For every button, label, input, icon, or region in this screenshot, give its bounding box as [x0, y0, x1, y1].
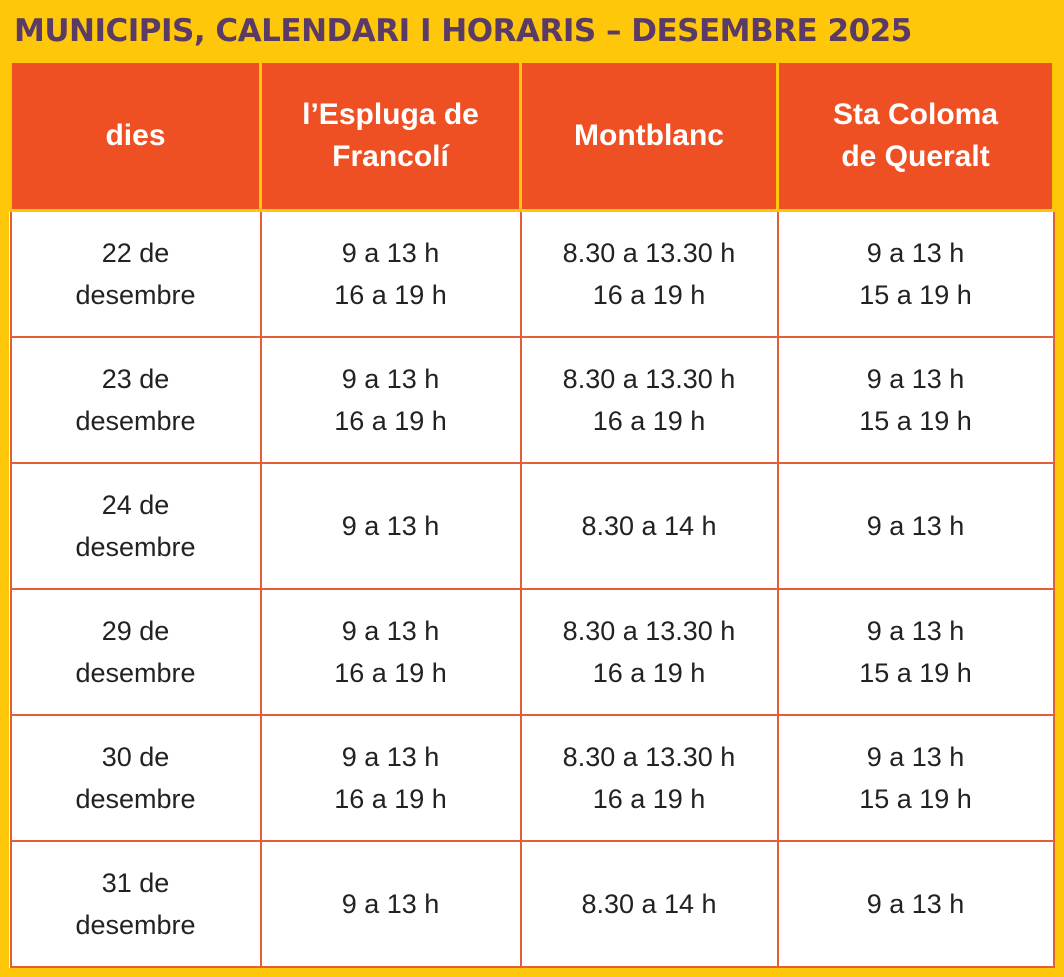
day-cell: 31 de desembre — [11, 841, 261, 967]
day-cell: 23 de desembre — [11, 337, 261, 463]
header-espluga: l’Espluga de Francolí — [261, 62, 521, 211]
espluga-hours-cell: 9 a 13 h — [261, 463, 521, 589]
montblanc-hours-cell: 8.30 a 13.30 h 16 a 19 h — [521, 211, 778, 338]
table-row — [11, 211, 1054, 338]
sta-coloma-hours-cell: 9 a 13 h 15 a 19 h — [778, 337, 1054, 463]
montblanc-hours-cell: 8.30 a 14 h — [521, 463, 778, 589]
montblanc-hours-cell: 8.30 a 13.30 h 16 a 19 h — [521, 589, 778, 715]
espluga-hours-cell: 9 a 13 h — [261, 841, 521, 967]
day-cell: 30 de desembre — [11, 715, 261, 841]
day-cell: 29 de desembre — [11, 589, 261, 715]
sta-coloma-hours-cell: 9 a 13 h — [778, 841, 1054, 967]
page-title: MUNICIPIS, CALENDARI I HORARIS – DESEMBRE 2025 — [14, 13, 912, 49]
day-cell: 22 de desembre — [11, 211, 261, 338]
table-row — [11, 463, 1054, 589]
header-montblanc: Montblanc — [521, 62, 778, 211]
header-sta-coloma: Sta Coloma de Queralt — [778, 62, 1054, 211]
header-day: dies — [11, 62, 261, 211]
table-row — [11, 715, 1054, 841]
sta-coloma-hours-cell: 9 a 13 h 15 a 19 h — [778, 715, 1054, 841]
espluga-hours-cell: 9 a 13 h 16 a 19 h — [261, 589, 521, 715]
espluga-hours-cell: 9 a 13 h 16 a 19 h — [261, 715, 521, 841]
day-cell: 24 de desembre — [11, 463, 261, 589]
table-row — [11, 841, 1054, 967]
espluga-hours-cell: 9 a 13 h 16 a 19 h — [261, 337, 521, 463]
sta-coloma-hours-cell: 9 a 13 h 15 a 19 h — [778, 589, 1054, 715]
montblanc-hours-cell: 8.30 a 14 h — [521, 841, 778, 967]
montblanc-hours-cell: 8.30 a 13.30 h 16 a 19 h — [521, 337, 778, 463]
table-row — [11, 589, 1054, 715]
schedule-table — [9, 60, 1055, 968]
espluga-hours-cell: 9 a 13 h 16 a 19 h — [261, 211, 521, 338]
table-header-row — [11, 62, 1054, 211]
sta-coloma-hours-cell: 9 a 13 h 15 a 19 h — [778, 211, 1054, 338]
sta-coloma-hours-cell: 9 a 13 h — [778, 463, 1054, 589]
montblanc-hours-cell: 8.30 a 13.30 h 16 a 19 h — [521, 715, 778, 841]
table-row — [11, 337, 1054, 463]
